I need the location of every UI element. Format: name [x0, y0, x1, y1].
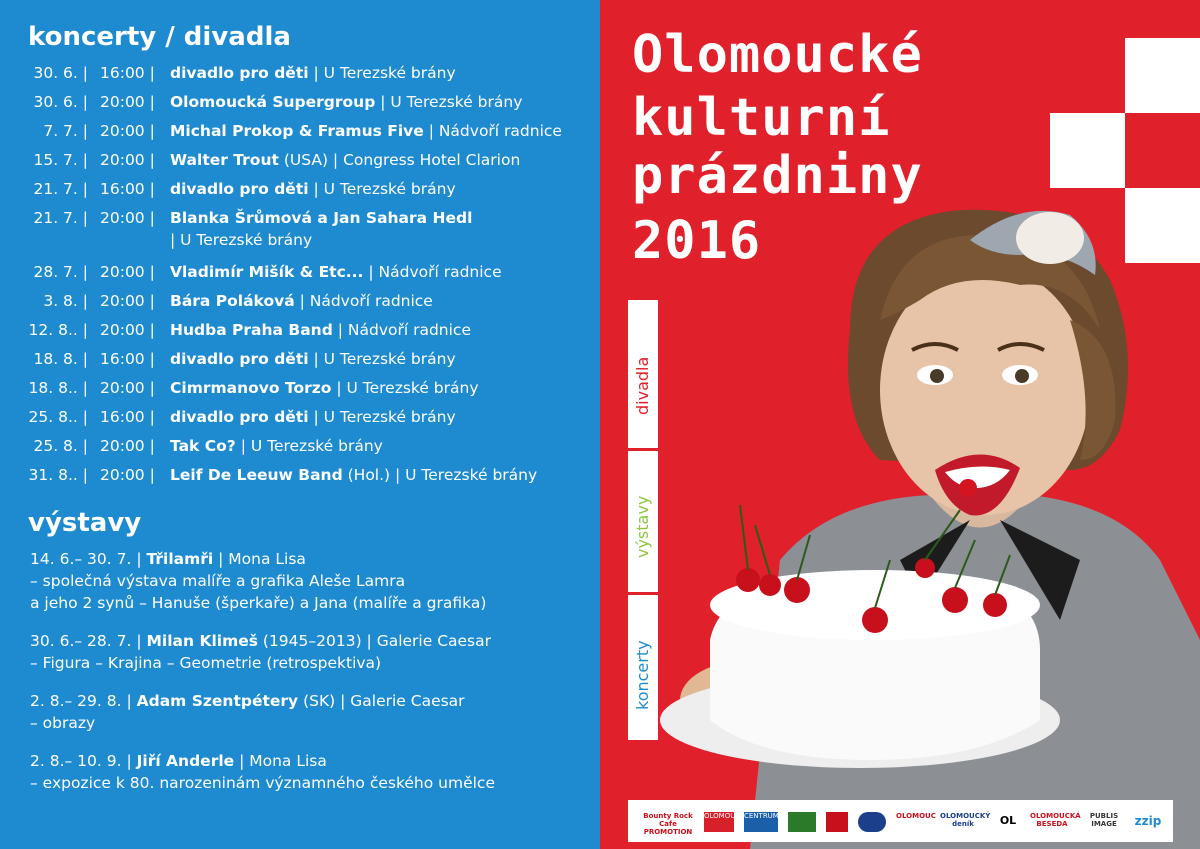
headline-line-2: kulturní — [632, 88, 891, 148]
logo-ol: OL — [999, 814, 1017, 827]
concert-time: 20:00 | — [100, 379, 155, 397]
concert-time: 20:00 | — [100, 93, 155, 111]
logo-centrum: CENTRUM — [744, 812, 778, 832]
concert-date: 3. 8. | — [43, 292, 88, 310]
concert-title: Michal Prokop & Framus Five | Nádvoří radnice — [170, 122, 562, 140]
exhibition-title: 2. 8.– 10. 9. | Jiří Anderle | Mona Lisa — [30, 752, 327, 770]
logo-olomouc: OLOMOUC — [704, 812, 734, 832]
exhibition-title: 30. 6.– 28. 7. | Milan Klimeš (1945–2013) | Galerie Caesar — [30, 632, 492, 650]
concert-time: 16:00 | — [100, 180, 155, 198]
exhibition-item — [30, 630, 590, 674]
concert-date: 28. 7. | — [33, 263, 88, 281]
exhibition-title: 2. 8.– 29. 8. | Adam Szentpétery (SK) | Galerie Caesar — [30, 692, 465, 710]
concert-date: 30. 6. | — [33, 64, 88, 82]
concert-time: 20:00 | — [100, 209, 155, 227]
concert-time: 20:00 | — [100, 122, 155, 140]
concert-time: 20:00 | — [100, 263, 155, 281]
headline-line-1: Olomoucké — [632, 25, 923, 85]
concert-time: 20:00 | — [100, 292, 155, 310]
concert-title: Walter Trout (USA) | Congress Hotel Clarion — [170, 151, 521, 169]
woman-with-cake-illustration — [600, 0, 1200, 849]
concert-date: 15. 7. | — [33, 151, 88, 169]
concert-date: 21. 7. | — [33, 180, 88, 198]
headline-line-3: prázdniny — [632, 146, 923, 206]
concert-date: 18. 8.. | — [28, 379, 88, 397]
logo-sponsor-green — [788, 812, 816, 832]
concert-time: 20:00 | — [100, 321, 155, 339]
exhibition-item — [30, 690, 590, 734]
category-divider — [628, 592, 658, 595]
concert-time: 16:00 | — [100, 408, 155, 426]
concert-title: Olomoucká Supergroup | U Terezské brány — [170, 93, 523, 111]
concert-date: 21. 7. | — [33, 209, 88, 227]
concert-title: Hudba Praha Band | Nádvoří radnice — [170, 321, 471, 339]
logo-sponsor-radio — [826, 812, 848, 832]
logo-sponsor-oval — [858, 812, 886, 832]
concert-title: Cimrmanovo Torzo | U Terezské brány — [170, 379, 479, 397]
concert-date: 12. 8.. | — [28, 321, 88, 339]
label-koncerty: koncerty — [633, 640, 652, 710]
exhibition-title: 14. 6.– 30. 7. | Třilamři | Mona Lisa — [30, 550, 306, 568]
headline-year: 2016 — [632, 211, 762, 271]
concert-time: 16:00 | — [100, 350, 155, 368]
concert-title: divadlo pro děti | U Terezské brány — [170, 180, 456, 198]
exhibitions-heading: výstavy — [28, 508, 142, 538]
logo-zzip: zzip — [1134, 814, 1162, 828]
concert-venue-continuation: | U Terezské brány — [170, 231, 313, 249]
concert-title: Vladimír Mišík & Etc... | Nádvoří radnice — [170, 263, 502, 281]
concert-title: Leif De Leeuw Band (Hol.) | U Terezské brány — [170, 466, 538, 484]
label-divadla: divadla — [633, 356, 652, 415]
concert-title: divadlo pro děti | U Terezské brány — [170, 64, 456, 82]
concerts-heading: koncerty / divadla — [28, 22, 291, 52]
exhibition-item — [30, 548, 590, 614]
poster-panel — [600, 0, 1200, 849]
concert-time: 16:00 | — [100, 64, 155, 82]
concert-date: 25. 8.. | — [28, 408, 88, 426]
concert-date: 25. 8. | — [33, 437, 88, 455]
exhibition-description: – obrazy — [30, 714, 96, 732]
logo-bounty-rock-cafe: Bounty Rock Cafe PROMOTION — [643, 812, 693, 836]
concert-date: 31. 8.. | — [28, 466, 88, 484]
concert-date: 7. 7. | — [43, 122, 88, 140]
exhibition-description: – společná výstava malíře a grafika Aleše Lamra — [30, 572, 406, 590]
exhibition-item — [30, 750, 590, 794]
logo-olomoucky-denik: OLOMOUCKÝ deník — [940, 812, 991, 828]
concert-time: 20:00 | — [100, 151, 155, 169]
sponsor-strip — [628, 800, 1173, 842]
logo-olomouc-city: OLOMOUC — [896, 812, 936, 820]
logo-publis-image: PUBLIS IMAGE — [1089, 812, 1119, 828]
concert-title: Bára Poláková | Nádvoří radnice — [170, 292, 433, 310]
concert-time: 20:00 | — [100, 466, 155, 484]
label-vystavy: výstavy — [633, 495, 652, 558]
concert-time: 20:00 | — [100, 437, 155, 455]
category-divider — [628, 448, 658, 451]
concert-title: Blanka Šrůmová a Jan Sahara Hedl — [170, 209, 473, 227]
concert-title: divadlo pro děti | U Terezské brány — [170, 350, 456, 368]
concert-title: divadlo pro děti | U Terezské brány — [170, 408, 456, 426]
concert-date: 30. 6. | — [33, 93, 88, 111]
exhibition-description: a jeho 2 synů – Hanuše (šperkaře) a Jana (malíře a grafika) — [30, 594, 487, 612]
concert-title: Tak Co? | U Terezské brány — [170, 437, 383, 455]
concert-date: 18. 8. | — [33, 350, 88, 368]
exhibition-description: – Figura – Krajina – Geometrie (retrospektiva) — [30, 654, 382, 672]
exhibition-description: – expozice k 80. narozeninám významného českého umělce — [30, 774, 495, 792]
logo-olomoucka-beseda: OLOMOUCKÁ BESEDA — [1030, 812, 1081, 828]
